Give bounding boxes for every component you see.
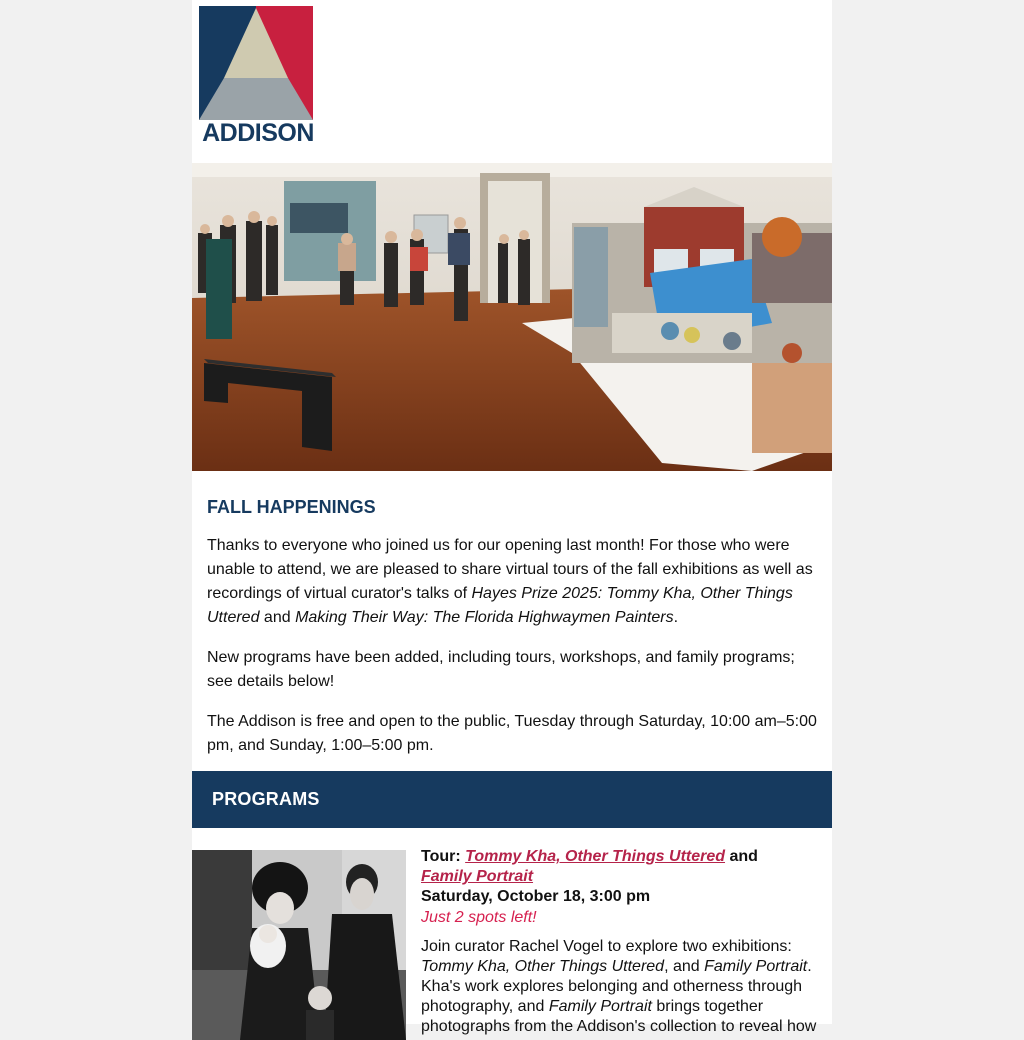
family-portrait-link[interactable]: Family Portrait — [421, 868, 534, 885]
gallery-photo-icon — [192, 163, 832, 471]
programs-title: PROGRAMS — [212, 789, 320, 809]
program-desc-text2: , and — [664, 958, 705, 975]
programs-header-bar — [192, 771, 832, 828]
intro-paragraph — [207, 534, 817, 630]
program-heading-and: and — [725, 848, 758, 865]
program-availability: Just 2 spots left! — [421, 909, 537, 926]
fall-happenings-section — [207, 496, 817, 758]
email-container — [192, 0, 832, 1035]
hero-image — [192, 163, 832, 471]
intro-text-period: . — [673, 609, 679, 626]
intro-text: Thanks to everyone who joined us for our opening last month! For those who were unable to attend, we are pleased to share virtual tours of the fall exhibitions as well as recordings of virtual curator's talks of — [207, 537, 813, 602]
exhibition-title-highwaymen: Making Their Way: The Florida Highwaymen Painters — [295, 609, 674, 626]
fall-happenings-title: FALL HAPPENINGS — [207, 497, 376, 517]
program-desc-text3: . Kha's work explores belonging and otherness through photography, and — [421, 958, 812, 1015]
program-desc-em3: Family Portrait — [548, 998, 652, 1015]
intro-text-and: and — [259, 609, 296, 626]
exhibition-title-hayes: Hayes Prize 2025: Tommy Kha, Other Things Uttered — [207, 585, 793, 626]
addison-logo-mark — [199, 6, 317, 120]
family-portrait-photo-icon — [192, 850, 406, 1040]
program-desc-text4: brings together photographs from the Addison's collection to reveal how — [421, 998, 817, 1035]
program-date: Saturday, October 18, 3:00 pm — [421, 888, 651, 905]
program-photo[interactable] — [192, 850, 406, 1040]
program-desc-em2: Family Portrait — [704, 958, 808, 975]
program-type-label: Tour: — [421, 848, 466, 865]
hours-paragraph: The Addison is free and open to the public, Tuesday through Saturday, 10:00 am–5:00 pm, and Sunday, 1:00–5:00 pm. — [207, 713, 817, 754]
program-desc-text: Join curator Rachel Vogel to explore two exhibitions: — [421, 938, 792, 955]
program-desc-em1: Tommy Kha, Other Things Uttered — [421, 958, 665, 975]
logo-wordmark: ADDISON — [202, 119, 314, 147]
addison-logo[interactable] — [199, 6, 317, 147]
program-description — [421, 937, 821, 1037]
program-item — [421, 847, 821, 1037]
tommy-kha-link[interactable]: Tommy Kha, Other Things Uttered — [465, 848, 726, 865]
program-heading — [421, 847, 821, 887]
programs-note-paragraph: New programs have been added, including tours, workshops, and family programs; see details below! — [207, 649, 795, 690]
